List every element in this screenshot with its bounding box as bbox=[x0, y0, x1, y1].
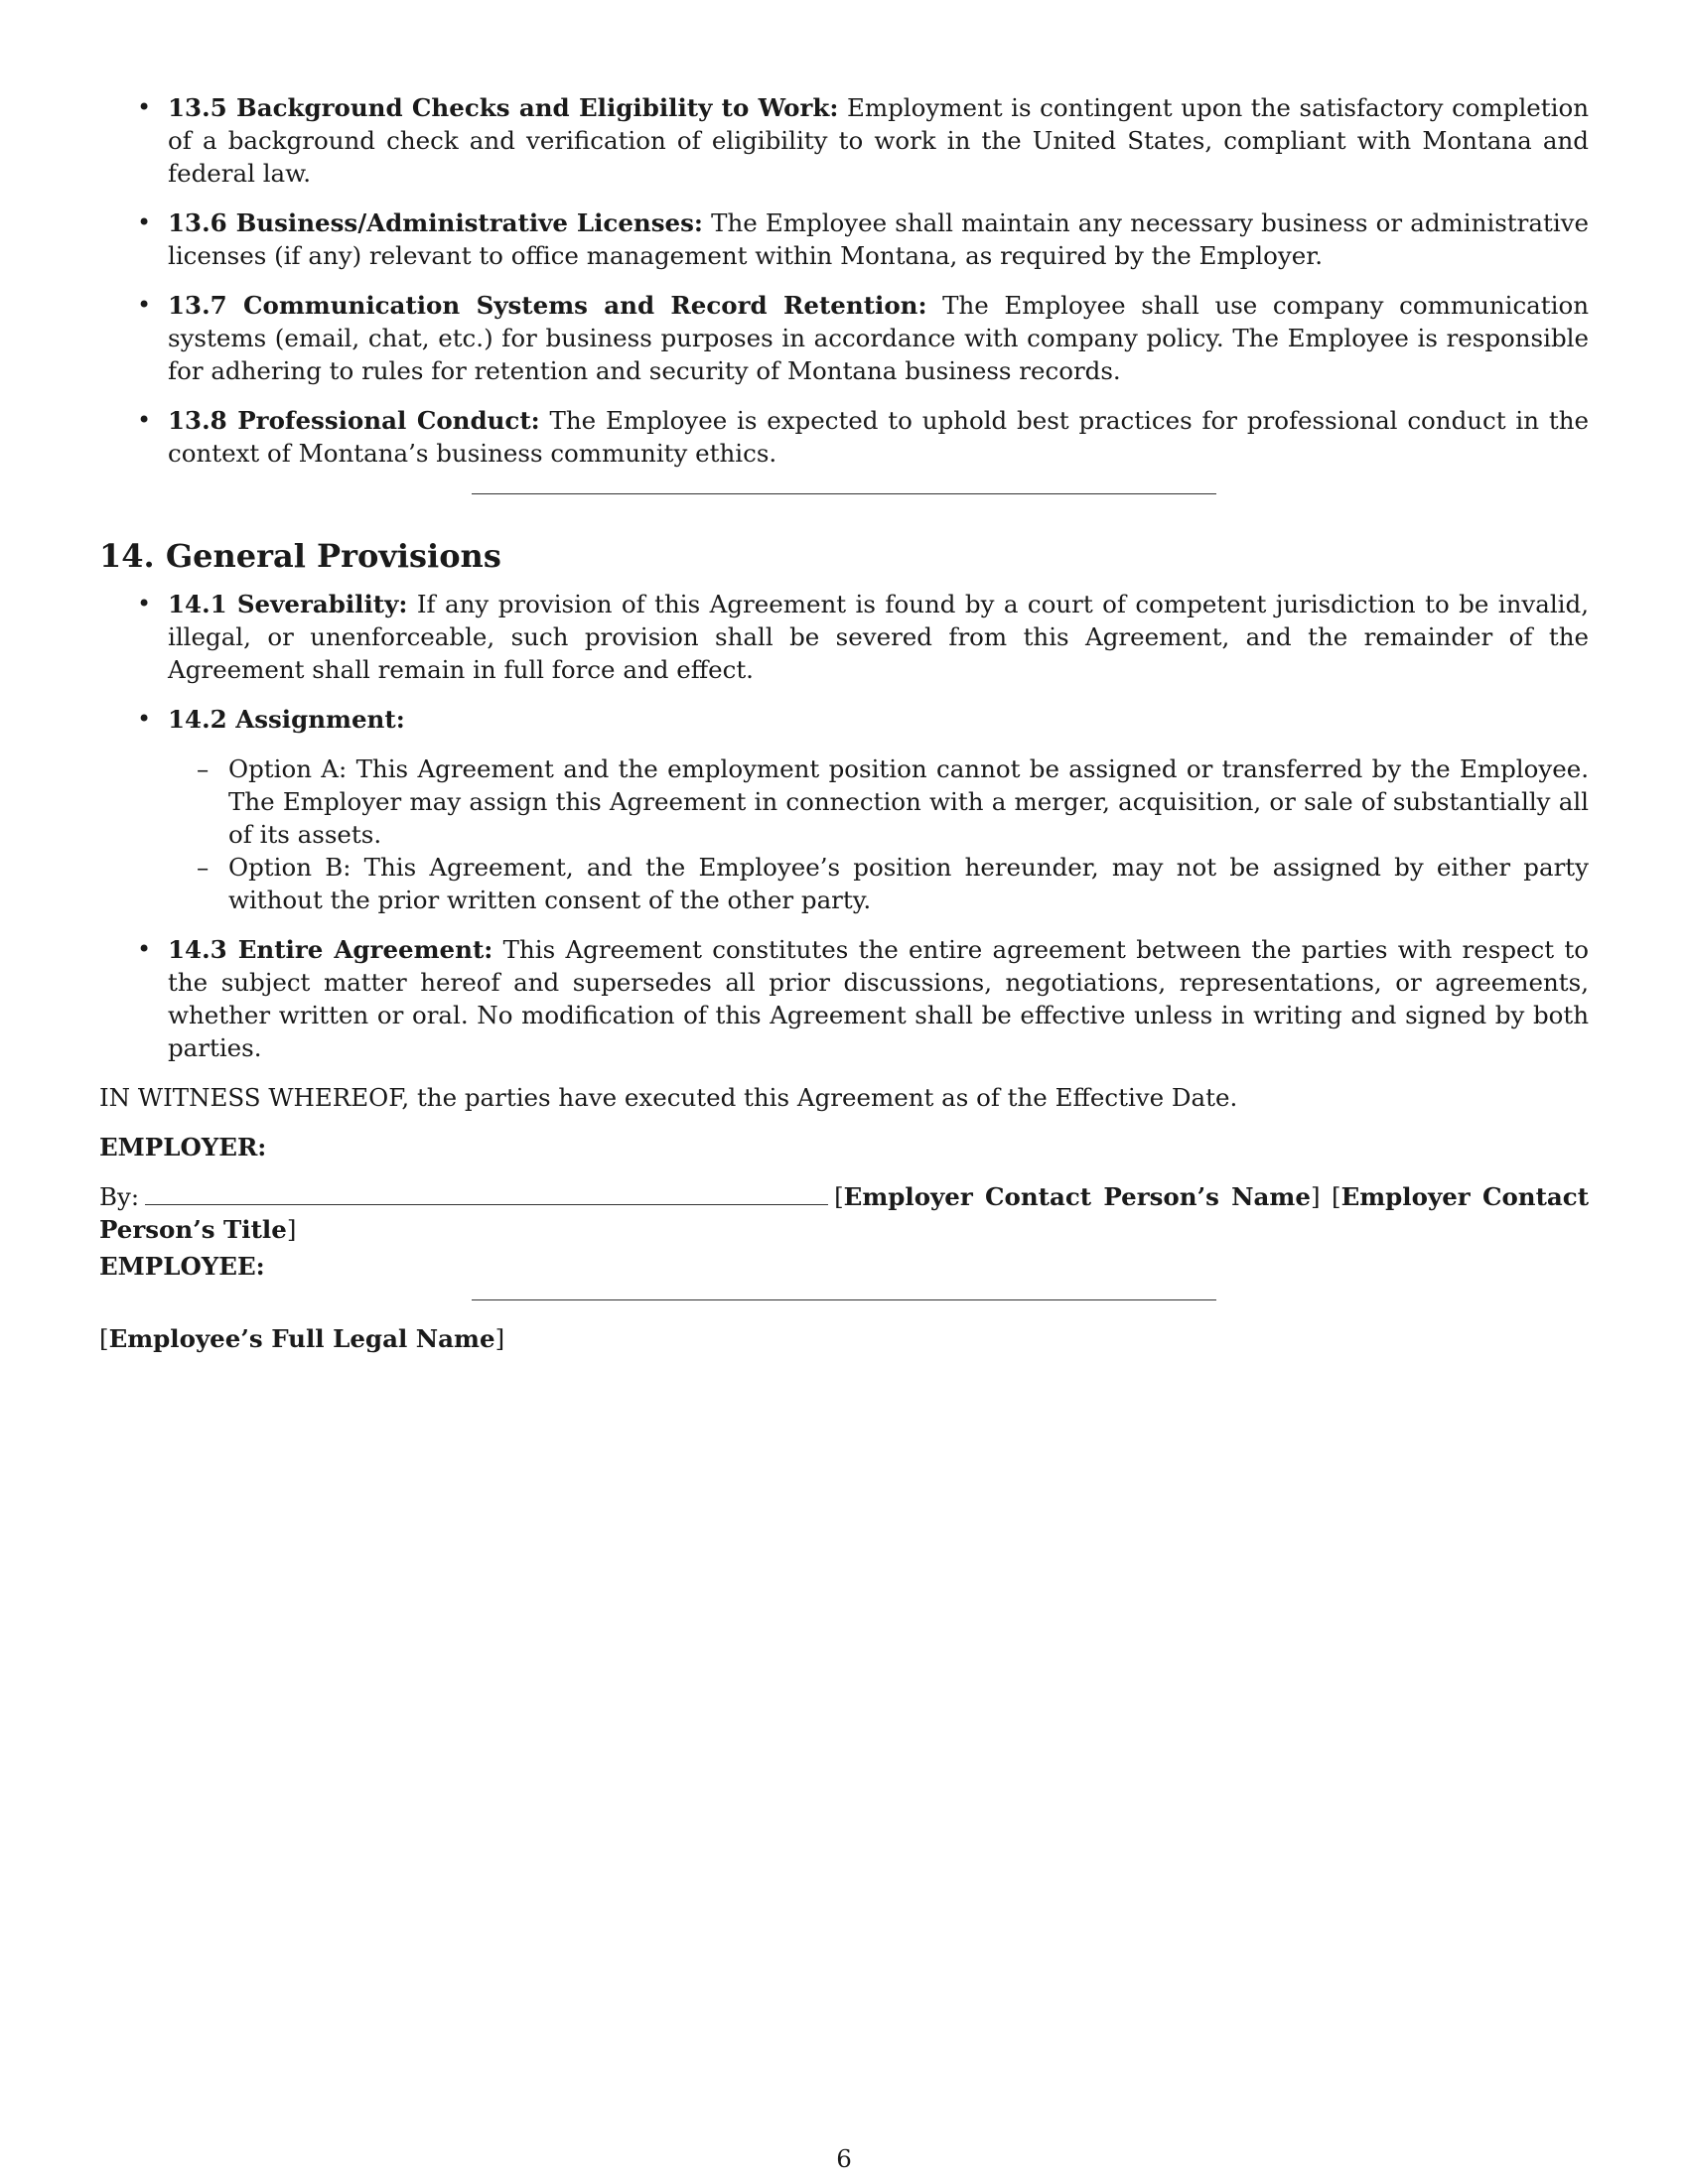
list-item bbox=[99, 404, 1589, 470]
item-label: 13.5 Background Checks and Eligibility to Work: bbox=[168, 93, 839, 122]
horizontal-divider bbox=[472, 493, 1216, 494]
item-label: 13.7 Communication Systems and Record Retention: bbox=[168, 291, 927, 320]
item-text: The Employee is expected to uphold best practices for professional conduct in the context of Montana’s business community ethics. bbox=[168, 406, 1589, 468]
list-item bbox=[99, 703, 1589, 916]
employee-full-name: Employee’s Full Legal Name bbox=[108, 1324, 495, 1353]
employee-name-block: [Employee’s Full Legal Name] bbox=[99, 1324, 505, 1353]
section-13-list bbox=[99, 91, 1589, 470]
page-number: 6 bbox=[836, 2144, 852, 2173]
document-page bbox=[99, 91, 1589, 1355]
employee-signature-line bbox=[472, 1299, 1216, 1300]
item-label: 14.3 Entire Agreement: bbox=[168, 935, 493, 964]
item-text: The Employee shall use company communication systems (email, chat, etc.) for business purposes in accordance with company policy. The Employee is responsible for adhering to rules for retention and security of Montana business records. bbox=[168, 291, 1590, 385]
item-label: 13.6 Business/Administrative Licenses: bbox=[168, 208, 703, 237]
list-item bbox=[99, 588, 1589, 686]
employer-contact-title: Employer Contact Person’s Title bbox=[99, 1182, 1590, 1244]
witness-statement: IN WITNESS WHEREOF, the parties have executed this Agreement as of the Effective Date. bbox=[99, 1083, 1238, 1112]
item-text: If any provision of this Agreement is found by a court of competent jurisdiction to be invalid, illegal, or unenforceable, such provision shall be severed from this Agreement, and the remainder of the Agreement shall remain in full force and effect. bbox=[168, 590, 1589, 684]
employer-contact-name: Employer Contact Person’s Name bbox=[843, 1182, 1311, 1211]
item-text: Employment is contingent upon the satisfactory completion of a background check and verification of eligibility to work in the United States, compliant with Montana and federal law. bbox=[168, 93, 1590, 188]
item-text: The Employee shall maintain any necessary business or administrative licenses (if any) relevant to office management within Montana, as required by the Employer. bbox=[168, 208, 1589, 270]
item-label: 13.8 Professional Conduct: bbox=[168, 406, 540, 435]
item-text: This Agreement constitutes the entire agreement between the parties with respect to the subject matter hereof and supersedes all prior discussions, negotiations, representations, or agreements, whether written or oral. No modification of this Agreement shall be effective unless in writing and signed by both parties. bbox=[168, 935, 1589, 1062]
employer-signature-line bbox=[145, 1182, 828, 1205]
list-item bbox=[99, 933, 1589, 1064]
employer-signature-block: By: [Employer Contact Person’s Name] [Employer Contact Person’s Title] bbox=[99, 1182, 1590, 1244]
by-label: By: bbox=[99, 1182, 140, 1211]
assignment-options bbox=[168, 752, 1589, 916]
list-item bbox=[99, 289, 1589, 387]
item-label: 14.1 Severability: bbox=[168, 590, 408, 618]
section-14-list bbox=[99, 588, 1589, 1064]
employee-label: EMPLOYEE: bbox=[99, 1252, 265, 1281]
employer-label: EMPLOYER: bbox=[99, 1133, 267, 1161]
list-item bbox=[99, 91, 1589, 190]
section-heading: 14. General Provisions bbox=[99, 537, 501, 575]
list-item bbox=[99, 206, 1589, 272]
option-item: – Option B: This Agreement, and the Employee’s position hereunder, may not be assigned by either party without the prior written consent of the other party. bbox=[168, 851, 1589, 916]
option-item: – Option A: This Agreement and the employment position cannot be assigned or transferred by the Employee. The Employer may assign this Agreement in connection with a merger, acquisition, or sale of substantially all of its assets. bbox=[168, 752, 1589, 851]
item-label: 14.2 Assignment: bbox=[168, 705, 405, 734]
